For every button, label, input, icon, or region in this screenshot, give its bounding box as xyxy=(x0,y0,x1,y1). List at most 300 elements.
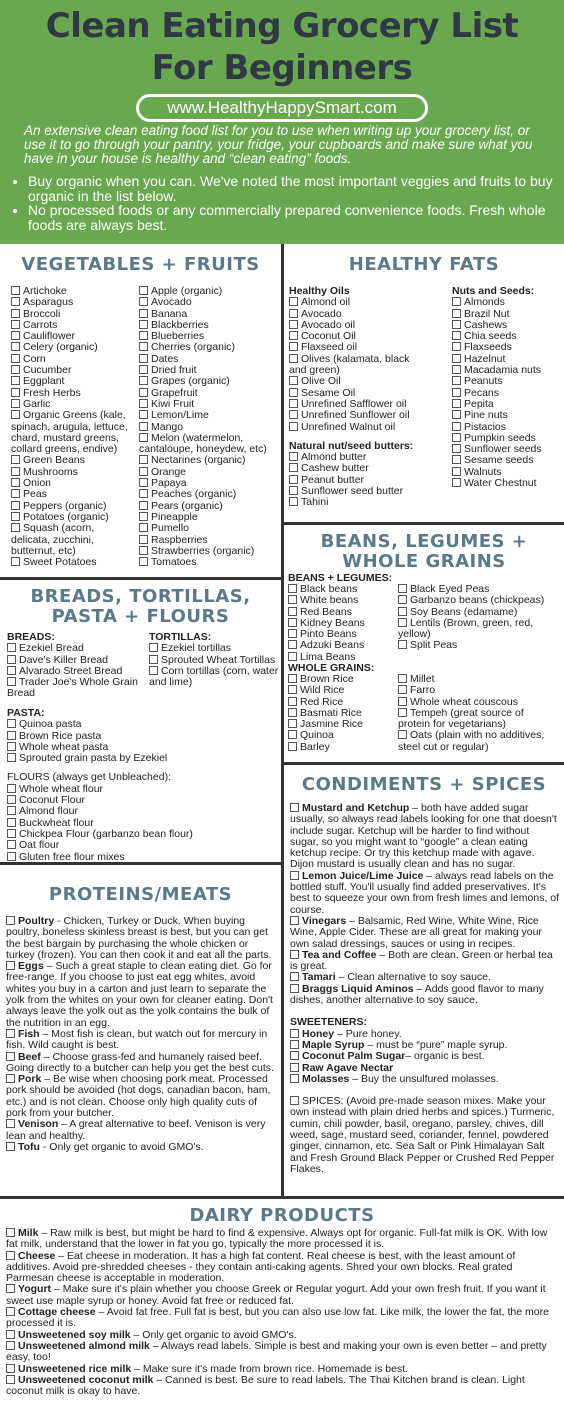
checkbox[interactable] xyxy=(7,829,16,838)
checkbox[interactable] xyxy=(398,697,407,706)
checkbox[interactable] xyxy=(288,742,297,751)
checkbox[interactable] xyxy=(289,422,298,431)
item-label: Corn xyxy=(23,352,46,365)
checklist-item[interactable] xyxy=(139,433,279,456)
section-title-line1: BREADS, TORTILLAS, xyxy=(30,586,251,607)
entry-name: Fish xyxy=(18,1027,40,1040)
checkbox[interactable] xyxy=(11,455,20,464)
item-label: Grapefruit xyxy=(151,386,198,399)
checkbox[interactable] xyxy=(11,478,20,487)
checklist-entry[interactable] xyxy=(6,1119,276,1142)
item-label: Whole wheat flour xyxy=(19,782,104,795)
checkbox[interactable] xyxy=(139,535,148,544)
checkbox[interactable] xyxy=(289,497,298,506)
pasta-flour-column xyxy=(7,708,279,863)
item-label: Avocado oil xyxy=(301,318,356,331)
checkbox[interactable] xyxy=(139,455,148,464)
entry-name: Lemon Juice/Lime Juice xyxy=(302,869,424,882)
item-label: Sunflower seed butter xyxy=(301,485,404,498)
checklist-item[interactable] xyxy=(11,557,135,568)
checklist-entry[interactable] xyxy=(6,1074,276,1119)
checkbox[interactable] xyxy=(452,478,461,487)
item-label: Pumello xyxy=(151,522,189,535)
checkbox[interactable] xyxy=(7,666,16,675)
checkbox[interactable] xyxy=(7,795,16,804)
checkbox[interactable] xyxy=(6,1142,15,1151)
item-label: Walnuts xyxy=(464,465,502,478)
checklist-entry[interactable] xyxy=(6,1142,276,1153)
entry-name: Unsweetened soy milk xyxy=(18,1328,131,1341)
checkbox[interactable] xyxy=(289,354,298,363)
checkbox[interactable] xyxy=(6,961,15,970)
checkbox[interactable] xyxy=(289,463,298,472)
checkbox[interactable] xyxy=(288,640,297,649)
checkbox[interactable] xyxy=(289,486,298,495)
item-label: Garlic xyxy=(23,397,51,410)
checkbox[interactable] xyxy=(288,652,297,661)
item-label: Unrefined Safflower oil xyxy=(301,397,407,410)
checkbox[interactable] xyxy=(452,410,461,419)
item-label: Squash (acorn, delicata, zucchini, butternut, etc) xyxy=(11,522,98,557)
item-label: Soy Beans (edamame) xyxy=(410,605,518,618)
entry-name: Poultry xyxy=(18,915,55,927)
checkbox[interactable] xyxy=(452,320,461,329)
checklist-entry[interactable] xyxy=(6,916,276,961)
checklist-entry[interactable] xyxy=(6,1284,558,1307)
item-label: Barley xyxy=(300,740,330,753)
checkbox[interactable] xyxy=(139,546,148,555)
checkbox[interactable] xyxy=(11,286,20,295)
sweeteners-list xyxy=(290,1029,560,1085)
checkbox[interactable] xyxy=(139,297,148,306)
checkbox[interactable] xyxy=(452,455,461,464)
checklist-entry[interactable] xyxy=(290,984,560,1007)
item-label: Mushrooms xyxy=(23,465,78,478)
checkbox[interactable] xyxy=(288,607,297,616)
checkbox[interactable] xyxy=(452,342,461,351)
checkbox[interactable] xyxy=(452,331,461,340)
item-label: Celery (organic) xyxy=(23,341,98,354)
item-label: Organic Greens (kale, spinach, arugula, lettuce, chard, mustard greens, collard greens, endive) xyxy=(11,409,131,456)
checkbox[interactable] xyxy=(11,320,20,329)
checkbox[interactable] xyxy=(6,1375,15,1384)
checkbox[interactable] xyxy=(289,342,298,351)
checkbox[interactable] xyxy=(7,677,16,686)
entry-name: Molasses xyxy=(302,1072,350,1085)
checkbox[interactable] xyxy=(6,916,15,925)
entry-text: – Eat cheese in moderation. It has a high fat content. Real cheese is best, with the least amount of additives. Avoid pre-shredded cheeses - they contain anti-caking agents. Shred your own blocks. Real grated Parmesan cheese is acceptable in moderation. xyxy=(6,1249,516,1285)
item-label: Olives (kalamata, black and green) xyxy=(289,352,413,377)
checkbox[interactable] xyxy=(288,629,297,638)
checkbox[interactable] xyxy=(139,354,148,363)
beans-list-2 xyxy=(398,584,564,652)
checkbox[interactable] xyxy=(6,1364,15,1373)
condiments-column xyxy=(290,803,560,1175)
item-label: Raspberries xyxy=(151,533,208,546)
checkbox[interactable] xyxy=(452,376,461,385)
checkbox[interactable] xyxy=(398,607,407,616)
checkbox[interactable] xyxy=(290,972,299,981)
checklist-entry[interactable] xyxy=(6,1228,558,1251)
checklist-item[interactable] xyxy=(398,708,558,731)
checklist-item[interactable] xyxy=(289,354,425,377)
checkbox[interactable] xyxy=(7,742,16,751)
checkbox[interactable] xyxy=(139,376,148,385)
checklist-item[interactable] xyxy=(139,557,279,568)
checkbox[interactable] xyxy=(139,489,148,498)
item-label: Sesame seeds xyxy=(464,454,534,467)
entry-text: – Balsamic, Red Wine, White Wine, Rice Wine, Apple Cider. These are all great for making your own salad dressings, sauces or using in recipes. xyxy=(290,914,542,950)
item-label: Sesame Oil xyxy=(301,386,356,399)
entry-text: – Such a great staple to clean eating diet. Go for free-range. If you choose to just eat egg whites, avoid whites you buy in a carton and just learn to separate the yolk from the whites on your own for cleaner eating. Don't always leave the yolk out as the yolk contains the bulk of the nutrition in an egg. xyxy=(6,960,273,1029)
checkbox[interactable] xyxy=(398,595,407,604)
checkbox[interactable] xyxy=(139,365,148,374)
item-label: Broccoli xyxy=(23,307,61,320)
entry-text: – Always read labels. Simple is best and making your own is even better – and pretty easy, too! xyxy=(6,1339,547,1364)
checkbox[interactable] xyxy=(452,309,461,318)
entry-text: – organic is best. xyxy=(405,1050,485,1063)
checkbox[interactable] xyxy=(288,697,297,706)
vegetables-list xyxy=(11,286,135,568)
section-title: HEALTHY FATS xyxy=(348,254,500,275)
grains-list-1 xyxy=(288,674,396,753)
checklist-item[interactable] xyxy=(11,523,135,557)
item-label: Cashews xyxy=(464,318,508,331)
checkbox[interactable] xyxy=(7,818,16,827)
checkbox[interactable] xyxy=(6,1228,15,1237)
checkbox[interactable] xyxy=(288,730,297,739)
checkbox[interactable] xyxy=(7,784,16,793)
checklist-entry[interactable] xyxy=(6,1052,276,1075)
checkbox[interactable] xyxy=(288,674,297,683)
item-label: Tomatoes xyxy=(151,556,197,569)
checkbox[interactable] xyxy=(288,708,297,717)
beans-grains-section xyxy=(284,526,564,762)
checkbox[interactable] xyxy=(288,584,297,593)
item-label: Jasmine Rice xyxy=(300,718,364,731)
checkbox[interactable] xyxy=(289,452,298,461)
checkbox[interactable] xyxy=(398,674,407,683)
entry-text: – Canned is best. Be sure to read labels. The Thai Kitchen brand is clean. Light coconut milk is okay to have. xyxy=(6,1373,525,1398)
checkbox[interactable] xyxy=(11,297,20,306)
checkbox[interactable] xyxy=(289,309,298,318)
tip-item: • No processed foods or any commercially prepared convenience foods. Fresh whole foods are always best. xyxy=(28,203,564,232)
checkbox[interactable] xyxy=(139,467,148,476)
item-label: Blackberries xyxy=(151,318,209,331)
checkbox[interactable] xyxy=(290,1051,299,1060)
checkbox[interactable] xyxy=(11,376,20,385)
checklist-item[interactable] xyxy=(289,497,425,508)
checkbox[interactable] xyxy=(7,731,16,740)
checkbox[interactable] xyxy=(452,433,461,442)
checkbox[interactable] xyxy=(11,331,20,340)
checkbox[interactable] xyxy=(288,595,297,604)
checkbox[interactable] xyxy=(139,501,148,510)
checkbox[interactable] xyxy=(11,512,20,521)
checkbox[interactable] xyxy=(452,399,461,408)
checkbox[interactable] xyxy=(289,320,298,329)
checklist-entry[interactable] xyxy=(290,803,560,871)
checkbox[interactable] xyxy=(7,753,16,762)
checklist-entry[interactable] xyxy=(6,1307,558,1330)
entry-name: Coconut Palm Sugar xyxy=(302,1050,406,1063)
checkbox[interactable] xyxy=(11,467,20,476)
checkbox[interactable] xyxy=(290,871,299,880)
section-divider xyxy=(282,762,564,765)
checkbox[interactable] xyxy=(398,708,407,717)
item-label: Trader Joe's Whole Grain Bread xyxy=(7,676,141,700)
item-label: Pears (organic) xyxy=(151,499,223,512)
checkbox[interactable] xyxy=(452,354,461,363)
subheading: BEANS + LEGUMES: xyxy=(288,572,393,584)
item-label: Chickpea Flour (garbanzo bean flour) xyxy=(19,827,193,840)
checklist-entry[interactable] xyxy=(290,916,560,950)
entry-text: – Avoid fat free. Full fat is best, but you can also use low fat. Like milk, the lower the fat, the more processed it is. xyxy=(6,1306,549,1330)
checklist-item[interactable] xyxy=(288,742,396,753)
checkbox[interactable] xyxy=(398,640,407,649)
checkbox[interactable] xyxy=(6,1341,15,1350)
checkbox[interactable] xyxy=(149,666,158,675)
checklist-item[interactable] xyxy=(398,618,564,641)
checkbox[interactable] xyxy=(452,422,461,431)
checkbox[interactable] xyxy=(11,399,20,408)
checkbox[interactable] xyxy=(289,388,298,397)
item-label: Black Eyed Peas xyxy=(410,583,490,595)
checklist-entry[interactable] xyxy=(290,950,560,973)
checkbox[interactable] xyxy=(11,342,20,351)
checkbox[interactable] xyxy=(6,1052,15,1061)
checkbox[interactable] xyxy=(290,984,299,993)
entry-name: Tamari xyxy=(302,971,336,984)
entry-name: Beef xyxy=(18,1050,41,1063)
subheading: PASTA: xyxy=(7,707,45,719)
nuts-list xyxy=(452,297,564,489)
checklist-item[interactable] xyxy=(398,730,558,753)
entry-text: – Both are clean. Green or herbal tea is great. xyxy=(290,948,553,973)
item-label: Pineapple xyxy=(151,510,198,523)
item-label: Avocado xyxy=(151,296,192,309)
checkbox[interactable] xyxy=(290,1040,299,1049)
entry-name: Raw Agave Nectar xyxy=(302,1061,394,1074)
checkbox[interactable] xyxy=(289,475,298,484)
entry-name: Cheese xyxy=(18,1249,56,1262)
item-label: Corn tortillas (corn, water and lime) xyxy=(149,664,282,689)
item-label: Red Beans xyxy=(300,605,352,618)
checkbox[interactable] xyxy=(288,618,297,627)
checkbox[interactable] xyxy=(7,852,16,861)
checkbox[interactable] xyxy=(452,444,461,453)
item-label: Peppers (organic) xyxy=(23,499,107,512)
checkbox[interactable] xyxy=(11,523,20,532)
entry-text: – Make sure it's made from brown rice. Homemade is best. xyxy=(131,1362,409,1375)
checklist-entry[interactable] xyxy=(290,1074,560,1085)
section-divider xyxy=(282,522,564,525)
checkbox[interactable] xyxy=(11,354,20,363)
item-label: Quinoa pasta xyxy=(19,718,82,731)
item-label: Strawberries (organic) xyxy=(151,544,255,557)
checkbox[interactable] xyxy=(6,1029,15,1038)
item-label: Whole wheat couscous xyxy=(410,695,518,708)
checklist-entry[interactable] xyxy=(6,1375,558,1398)
checkbox[interactable] xyxy=(139,433,148,442)
dairy-list xyxy=(6,1228,558,1397)
checkbox[interactable] xyxy=(6,1251,15,1260)
item-label: Red Rice xyxy=(300,695,344,708)
item-label: Millet xyxy=(410,673,435,685)
checkbox[interactable] xyxy=(139,286,148,295)
checkbox[interactable] xyxy=(139,399,148,408)
checklist-item[interactable] xyxy=(11,410,135,455)
item-label: Artichoke xyxy=(23,285,67,297)
entry-text: – Buy the unsulfured molasses. xyxy=(349,1072,499,1085)
checkbox[interactable] xyxy=(11,309,20,318)
checkbox[interactable] xyxy=(289,399,298,408)
checklist-item[interactable] xyxy=(289,422,425,433)
checkbox[interactable] xyxy=(290,1029,299,1038)
checkbox[interactable] xyxy=(139,388,148,397)
checkbox[interactable] xyxy=(139,342,148,351)
item-label: Alvarado Street Bread xyxy=(19,664,123,677)
item-label: Kidney Beans xyxy=(300,616,365,629)
item-label: Peanuts xyxy=(464,375,503,388)
item-label: Melon (watermelon, cantaloupe, honeydew, etc) xyxy=(139,431,267,456)
section-title: PROTEINS/MEATS xyxy=(48,884,233,905)
checklist-item[interactable] xyxy=(7,677,141,700)
checkbox[interactable] xyxy=(7,643,16,652)
checkbox[interactable] xyxy=(6,1307,15,1316)
checkbox[interactable] xyxy=(11,557,20,566)
checkbox[interactable] xyxy=(139,557,148,566)
item-label: Lima Beans xyxy=(300,650,356,663)
checkbox[interactable] xyxy=(149,643,158,652)
item-label: Grapes (organic) xyxy=(151,375,230,388)
checkbox[interactable] xyxy=(398,685,407,694)
item-label: Wild Rice xyxy=(300,684,345,697)
item-label: Apple (organic) xyxy=(151,285,223,297)
checkbox[interactable] xyxy=(398,618,407,627)
checkbox[interactable] xyxy=(398,584,407,593)
checkbox[interactable] xyxy=(11,489,20,498)
item-label: Peas xyxy=(23,488,47,501)
checkbox[interactable] xyxy=(6,1074,15,1083)
checkbox[interactable] xyxy=(6,1330,15,1339)
checkbox[interactable] xyxy=(11,410,20,419)
checkbox[interactable] xyxy=(289,410,298,419)
entry-text: – A great alternative to beef. Venison is very lean and healthy. xyxy=(6,1118,266,1142)
entry-name: Eggs xyxy=(18,960,44,973)
checkbox[interactable] xyxy=(452,365,461,374)
checkbox[interactable] xyxy=(11,388,20,397)
checkbox[interactable] xyxy=(149,655,158,664)
item-label: Fresh Herbs xyxy=(23,386,81,399)
checkbox[interactable] xyxy=(139,320,148,329)
checkbox[interactable] xyxy=(7,655,16,664)
checkbox[interactable] xyxy=(290,1063,299,1072)
checklist-entry[interactable] xyxy=(6,961,276,1029)
page-title-line2: For Beginners xyxy=(151,48,413,88)
checkbox[interactable] xyxy=(452,467,461,476)
item-label: Unrefined Sunflower oil xyxy=(301,409,410,422)
entry-text: – Make sure it's plain whether you choose Greek or Regular yogurt. Add your own fresh fruit. If you want it sweet use maple syrup or honey. Avoid fat free or reduced fat. xyxy=(6,1283,546,1307)
section-title-line2: PASTA + FLOURS xyxy=(51,606,230,627)
checkbox[interactable] xyxy=(289,331,298,340)
checklist-entry[interactable] xyxy=(6,1029,276,1052)
entry-name: Mustard and Ketchup xyxy=(302,802,410,814)
item-label: Flaxseeds xyxy=(464,341,512,354)
entry-name: Tea and Coffee xyxy=(302,948,377,961)
checkbox[interactable] xyxy=(7,719,16,728)
checklist-item[interactable] xyxy=(7,852,279,863)
checkbox[interactable] xyxy=(452,388,461,397)
checklist-entry[interactable] xyxy=(290,871,560,916)
checkbox[interactable] xyxy=(289,376,298,385)
proteins-list xyxy=(6,916,276,1153)
pasta-list xyxy=(7,719,279,764)
checklist-item[interactable] xyxy=(398,640,564,651)
item-label: Dates xyxy=(151,352,179,365)
checklist-item[interactable] xyxy=(452,478,564,489)
tortillas-list xyxy=(149,642,282,689)
entry-name: Unsweetened almond milk xyxy=(18,1339,150,1352)
checkbox[interactable] xyxy=(290,1096,299,1105)
checkbox[interactable] xyxy=(7,806,16,815)
checkbox[interactable] xyxy=(6,1284,15,1293)
checkbox[interactable] xyxy=(139,422,148,431)
breads-column xyxy=(7,632,141,700)
checkbox[interactable] xyxy=(139,331,148,340)
checkbox[interactable] xyxy=(288,719,297,728)
checkbox[interactable] xyxy=(7,840,16,849)
checklist-entry[interactable] xyxy=(6,1251,558,1285)
tips-list xyxy=(6,174,564,232)
section-title: VEGETABLES + FRUITS xyxy=(21,254,260,275)
checklist-item[interactable] xyxy=(7,753,279,764)
checkbox[interactable] xyxy=(290,950,299,959)
checkbox[interactable] xyxy=(11,501,20,510)
item-label: Dried fruit xyxy=(151,364,197,377)
entry-name: Honey xyxy=(302,1027,335,1040)
checkbox[interactable] xyxy=(11,365,20,374)
website-url-link[interactable]: www.HealthyHappySmart.com xyxy=(136,94,428,122)
item-label: Olive Oil xyxy=(301,375,341,388)
checklist-entry[interactable] xyxy=(6,1341,558,1364)
condiments-list xyxy=(290,803,560,1006)
item-label: Peaches (organic) xyxy=(151,488,237,501)
checkbox[interactable] xyxy=(398,730,407,739)
checkbox[interactable] xyxy=(139,478,148,487)
item-label: Onion xyxy=(23,477,52,490)
checkbox[interactable] xyxy=(289,297,298,306)
checkbox[interactable] xyxy=(290,1074,299,1083)
item-label: Cucumber xyxy=(23,364,72,377)
checkbox[interactable] xyxy=(6,1119,15,1128)
item-label: Macadamia nuts xyxy=(464,364,542,377)
checkbox[interactable] xyxy=(452,297,461,306)
checkbox[interactable] xyxy=(290,916,299,925)
entry-name: Maple Syrup xyxy=(302,1038,365,1051)
checkbox[interactable] xyxy=(139,309,148,318)
checkbox[interactable] xyxy=(139,410,148,419)
subheading: WHOLE GRAINS: xyxy=(288,662,375,674)
item-label: Quinoa xyxy=(300,729,334,742)
checkbox[interactable] xyxy=(288,685,297,694)
checkbox[interactable] xyxy=(139,512,148,521)
checkbox[interactable] xyxy=(139,523,148,532)
entry-text: – Adds good flavor to many dishes, another alternative to soy sauce. xyxy=(290,982,544,1007)
checkbox[interactable] xyxy=(290,803,299,812)
item-label: Coconut Flour xyxy=(19,794,85,807)
checklist-item[interactable] xyxy=(149,664,282,689)
